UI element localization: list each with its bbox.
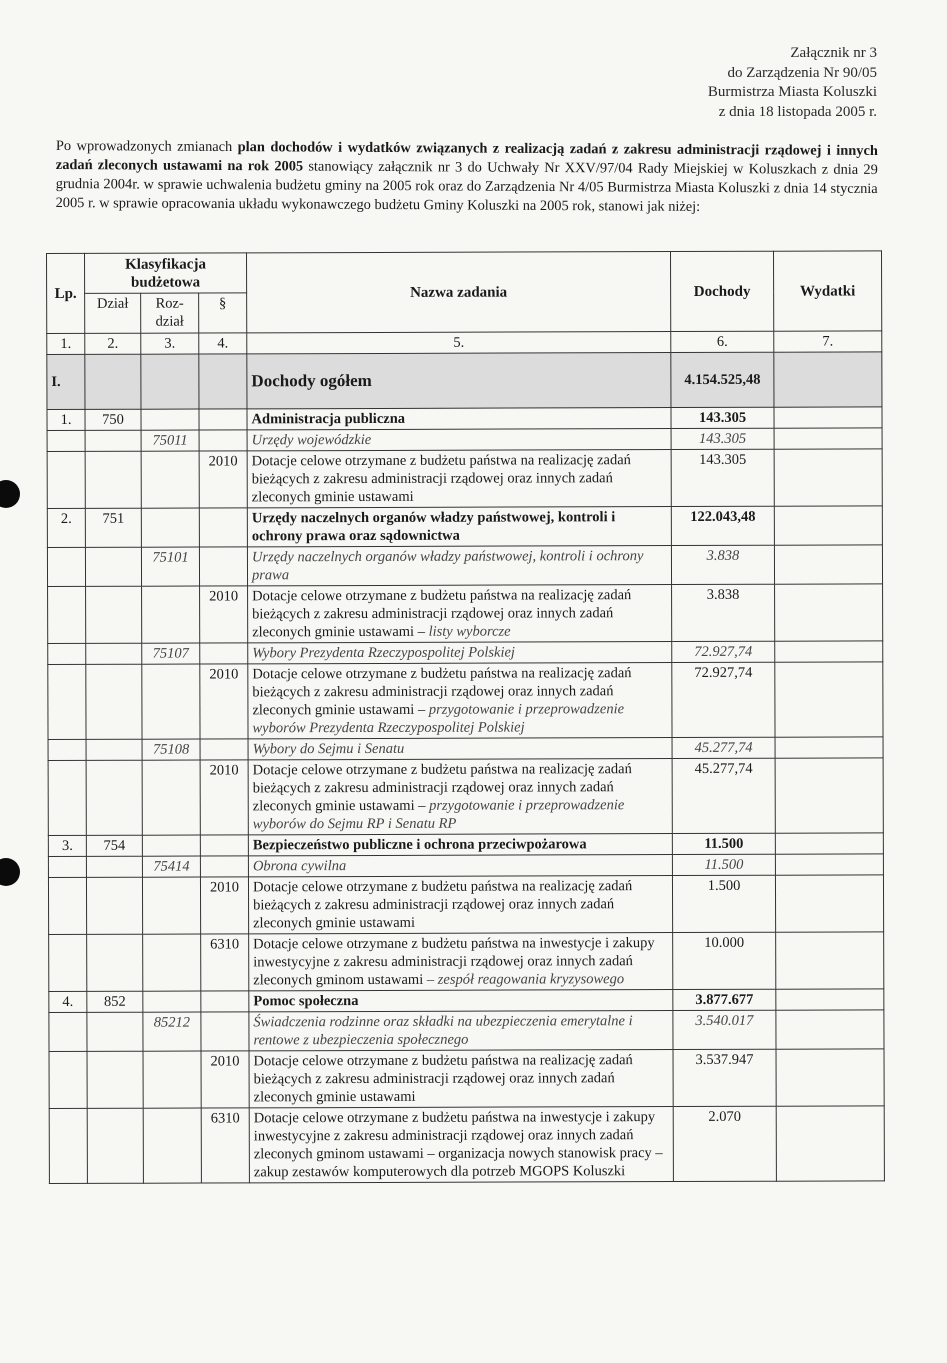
row-paragraph: 2010 [201, 1051, 249, 1108]
row-division [85, 451, 141, 508]
row-division: 754 [86, 835, 142, 856]
colnum-6: 6. [671, 331, 774, 352]
row-task-text: Dotacje celowe otrzymane z budżetu państwa na realizację zadań bieżących z zakresu administracji rządowej oraz innych zadań zleconych gminie ustawami – [252, 761, 632, 815]
row-expenses [775, 584, 883, 641]
row-task-name [247, 408, 671, 430]
row-division [87, 934, 143, 991]
row-paragraph [199, 430, 247, 451]
table-row [47, 407, 882, 431]
row-expenses [774, 428, 882, 449]
row-task-name [248, 855, 672, 877]
row-paragraph [200, 835, 248, 856]
row-expenses [775, 833, 883, 854]
row-task-name [249, 933, 673, 991]
row-income-amount: 122.043,48 [671, 506, 774, 545]
row-chapter: 75414 [142, 856, 200, 877]
row-expenses [775, 662, 883, 737]
row-task-text: Dotacje celowe otrzymane z budżetu państwa na inwestycje i zakupy inwestycyjne z zakresu administracji rządowej oraz innych zadań zleconych gminom ustawami – organizacja nowych stanowisk pracy – zakup zestawów komputerowych dla potrzeb MGOPS Koluszki [253, 1109, 663, 1181]
table-row [48, 584, 883, 644]
attachment-header [708, 44, 877, 122]
row-division [86, 586, 142, 643]
row-division: 852 [87, 991, 143, 1012]
row-lp [49, 1051, 87, 1108]
table-row [48, 833, 883, 857]
row-income-amount: 11.500 [672, 833, 775, 854]
row-chapter: 85212 [143, 1012, 201, 1051]
row-task-text: Obrona cywilna [252, 858, 347, 875]
row-paragraph [200, 643, 248, 664]
row-expenses [775, 875, 883, 932]
table-row [47, 428, 882, 452]
table-row [48, 641, 883, 665]
issue-date: z dnia 18 listopada 2005 r. [718, 103, 877, 120]
row-lp [49, 1012, 87, 1051]
header-chapter: Roz-dział [141, 293, 199, 333]
row-income-amount: 72.927,74 [672, 641, 775, 662]
row-chapter: 75101 [141, 547, 199, 586]
row-income-amount: 143.305 [671, 428, 774, 449]
row-lp [49, 934, 87, 991]
total-label: Dochody ogółem [247, 353, 671, 409]
row-income-amount: 3.537.947 [673, 1049, 776, 1106]
header-classification: Klasyfikacja budżetowa [85, 253, 247, 294]
budget-table-body [47, 251, 885, 1184]
row-task-text: Świadczenia rodzinne oraz składki na ubezpieczenia emerytalne i rentowe z ubezpieczenia społecznego [253, 1013, 633, 1049]
row-expenses [774, 545, 882, 584]
colnum-2: 2. [85, 333, 141, 354]
total-empty-par [199, 354, 247, 409]
row-task-suffix: listy wyborcze [424, 623, 511, 640]
row-chapter [141, 508, 199, 547]
row-income-amount: 1.500 [672, 875, 775, 932]
row-lp: 4. [49, 991, 87, 1012]
colnum-1: 1. [47, 333, 85, 354]
row-division [85, 430, 141, 451]
row-expenses [774, 506, 882, 545]
table-row [48, 875, 883, 935]
row-lp [48, 643, 86, 664]
row-income-amount: 45.277,74 [672, 758, 775, 833]
row-income-amount: 10.000 [673, 932, 776, 989]
header-expenses: Wydatki [773, 251, 881, 331]
row-paragraph: 2010 [199, 451, 247, 508]
row-paragraph [200, 856, 248, 877]
row-division: 751 [85, 508, 141, 547]
row-lp [47, 430, 85, 451]
row-paragraph [201, 991, 249, 1012]
row-task-text: Wybory Prezydenta Rzeczypospolitej Polskiej [252, 644, 515, 662]
row-task-name [248, 834, 672, 856]
colnum-4: 4. [199, 333, 247, 354]
row-paragraph [199, 508, 247, 547]
row-division [86, 760, 142, 835]
column-number-row [47, 331, 882, 355]
row-expenses [775, 641, 883, 662]
total-lp: I. [47, 354, 85, 409]
row-expenses [776, 1010, 884, 1049]
punch-hole-top [0, 480, 20, 508]
table-row [49, 1106, 884, 1184]
row-task-text: Dotacje celowe otrzymane z budżetu państwa na realizację zadań bieżących z zakresu administracji rządowej oraz innych zadań zleconych gminie ustawami – [252, 587, 632, 641]
row-task-text: Urzędy naczelnych organów władzy państwowej, kontroli i ochrony prawa oraz sądownictwa [251, 509, 616, 545]
row-income-amount: 143.305 [671, 449, 774, 506]
row-division [85, 547, 141, 586]
header-row-1 [47, 251, 882, 294]
row-expenses [776, 989, 884, 1010]
regulation-reference: do Zarządzenia Nr 90/05 [727, 64, 877, 81]
total-amount: 4.154.525,48 [671, 352, 774, 407]
row-paragraph [199, 547, 247, 586]
table-row [49, 932, 884, 992]
row-paragraph: 2010 [200, 877, 248, 934]
row-division [86, 856, 142, 877]
row-income-amount: 72.927,74 [672, 662, 775, 737]
row-expenses [775, 854, 883, 875]
table-row [49, 1049, 884, 1109]
row-task-suffix: przygotowanie i przeprowadzenie wyborów do Sejmu RP i Senatu RP [252, 797, 625, 833]
row-paragraph: 2010 [200, 760, 248, 835]
row-task-text: Dotacje celowe otrzymane z budżetu państwa na inwestycje i zakupy inwestycyjne z zakresu administracji rządowej oraz innych zadań zleconych gminom ustawami [253, 935, 655, 989]
row-income-amount: 11.500 [672, 854, 775, 875]
row-task-name [249, 1107, 673, 1183]
row-task-name [248, 663, 672, 739]
row-chapter [143, 934, 201, 991]
table-row [49, 1010, 884, 1052]
row-division: 750 [85, 409, 141, 430]
row-task-text: Bezpieczeństwo publiczne i ochrona przeciwpożarowa [252, 836, 587, 854]
row-division [87, 1051, 143, 1108]
row-income-amount: 3.838 [671, 545, 774, 584]
attachment-number: Załącznik nr 3 [790, 45, 877, 61]
table-row [48, 854, 883, 878]
row-chapter: 75108 [142, 739, 200, 760]
colnum-5: 5. [247, 332, 671, 354]
row-paragraph [200, 739, 248, 760]
row-chapter [142, 760, 200, 835]
row-task-text: Dotacje celowe otrzymane z budżetu państwa na realizację zadań bieżących z zakresu administracji rządowej oraz innych zadań zleconych gminie ustawami – [252, 665, 632, 719]
row-chapter [142, 586, 200, 643]
row-chapter [142, 835, 200, 856]
row-lp [47, 547, 85, 586]
intro-bold: plan dochodów i wydatków związanych z realizacją zadań z zakresu administracji rządowej i innych zadań zleconych ustawami na rok 2005 [55, 139, 878, 175]
intro-part1: Po wprowadzonych zmianach [55, 137, 238, 156]
table-row [47, 506, 882, 548]
total-expenses [774, 352, 882, 407]
row-lp [48, 586, 86, 643]
row-paragraph [199, 409, 247, 430]
row-income-amount: 143.305 [671, 407, 774, 428]
row-task-suffix: przygotowanie i przeprowadzenie wyborów Prezydenta Rzeczypospolitej Polskiej [252, 701, 625, 737]
colnum-3: 3. [141, 333, 199, 354]
row-income-amount: 2.070 [673, 1106, 776, 1181]
row-paragraph: 6310 [201, 934, 249, 991]
table-row [49, 989, 884, 1013]
row-lp: 2. [47, 508, 85, 547]
row-task-name [248, 738, 672, 760]
row-chapter [141, 409, 199, 430]
row-lp [48, 760, 86, 835]
table-row [48, 737, 883, 761]
row-chapter [142, 877, 200, 934]
row-chapter: 75011 [141, 430, 199, 451]
row-division [87, 1108, 143, 1183]
row-task-text: Urzędy naczelnych organów władzy państwowej, kontroli i ochrony prawa [251, 548, 644, 584]
issuer: Burmistrza Miasta Koluszki [707, 84, 877, 100]
row-lp [48, 739, 86, 760]
table-row [48, 662, 883, 740]
row-division [86, 739, 142, 760]
row-lp [48, 877, 86, 934]
row-division [86, 664, 142, 739]
row-task-name [248, 642, 672, 664]
row-task-name [249, 1011, 673, 1051]
row-expenses [776, 932, 884, 989]
row-task-suffix: – zespół reagowania kryzysowego [423, 971, 625, 988]
row-task-text: Administracja publiczna [251, 410, 406, 428]
row-expenses [774, 407, 882, 428]
row-income-amount: 3.877.677 [673, 989, 776, 1010]
row-expenses [775, 758, 883, 833]
total-empty-rozdzial [141, 354, 199, 409]
total-empty-dzial [85, 354, 141, 409]
row-lp [49, 1108, 87, 1183]
row-task-name [249, 1050, 673, 1108]
row-division [86, 643, 142, 664]
row-chapter [143, 1051, 201, 1108]
row-task-name [247, 450, 671, 508]
row-task-text: Urzędy wojewódzkie [251, 431, 372, 449]
row-paragraph: 6310 [201, 1108, 249, 1183]
row-task-name [249, 990, 673, 1012]
row-income-amount: 45.277,74 [672, 737, 775, 758]
row-paragraph [201, 1012, 249, 1051]
row-income-amount: 3.540.017 [673, 1010, 776, 1049]
header-paragraph: § [199, 293, 247, 333]
row-expenses [776, 1106, 884, 1181]
row-income-amount: 3.838 [672, 584, 775, 641]
row-lp [48, 856, 86, 877]
row-task-name [247, 507, 671, 547]
row-division [87, 1012, 143, 1051]
row-task-text: Dotacje celowe otrzymane z budżetu państwa na realizację zadań bieżących z zakresu administracji rządowej oraz innych zadań zleconych gminie ustawami [252, 878, 633, 932]
header-division: Dział [85, 293, 141, 333]
row-expenses [776, 1049, 884, 1106]
punch-hole-bottom [0, 858, 20, 886]
row-task-name [248, 876, 672, 934]
budget-table [46, 250, 885, 1184]
row-task-name [248, 585, 672, 643]
colnum-7: 7. [774, 331, 882, 352]
row-paragraph: 2010 [200, 664, 248, 739]
table-row [47, 449, 882, 509]
row-division [86, 877, 142, 934]
header-task-name: Nazwa zadania [247, 252, 671, 333]
row-lp [48, 664, 86, 739]
row-task-text: Dotacje celowe otrzymane z budżetu państwa na realizację zadań bieżących z zakresu administracji rządowej oraz innych zadań zleconych gminie ustawami [251, 452, 631, 506]
row-lp: 3. [48, 835, 86, 856]
intro-paragraph [56, 137, 878, 218]
total-income-row [47, 352, 882, 410]
row-task-text: Wybory do Sejmu i Senatu [252, 740, 405, 758]
row-chapter [143, 991, 201, 1012]
row-paragraph: 2010 [200, 586, 248, 643]
row-expenses [775, 737, 883, 758]
table-row [47, 545, 882, 587]
row-chapter [141, 451, 199, 508]
row-lp: 1. [47, 409, 85, 430]
row-chapter: 75107 [142, 643, 200, 664]
header-lp: Lp. [47, 253, 85, 333]
row-expenses [774, 449, 882, 506]
row-chapter [142, 664, 200, 739]
intro-part2: stanowiący załącznik nr 3 do Uchwały Nr XXV/97/04 Rady Miejskiej w Koluszkach z dnia 29 grudnia 2004r. w sprawie uchwalenia budżetu gminy na 2005 rok oraz do Zarządzenia Nr 4/05 Burmistrza Miasta Koluszki z dnia 14 stycznia 2005 r. w sprawie opracowania układu wykonawczego budżetu Gminy Koluszki na 2005 rok, stanowi jak niżej: [55, 158, 878, 215]
row-task-text: Dotacje celowe otrzymane z budżetu państwa na realizację zadań bieżących z zakresu administracji rządowej oraz innych zadań zleconych gminie ustawami [253, 1052, 633, 1106]
row-task-name [247, 429, 671, 451]
row-task-name [248, 759, 672, 835]
row-task-name [247, 546, 671, 586]
header-income: Dochody [670, 251, 773, 331]
row-lp [47, 451, 85, 508]
row-chapter [143, 1108, 201, 1183]
row-task-text: Pomoc społeczna [253, 993, 359, 1010]
table-row [48, 758, 883, 836]
